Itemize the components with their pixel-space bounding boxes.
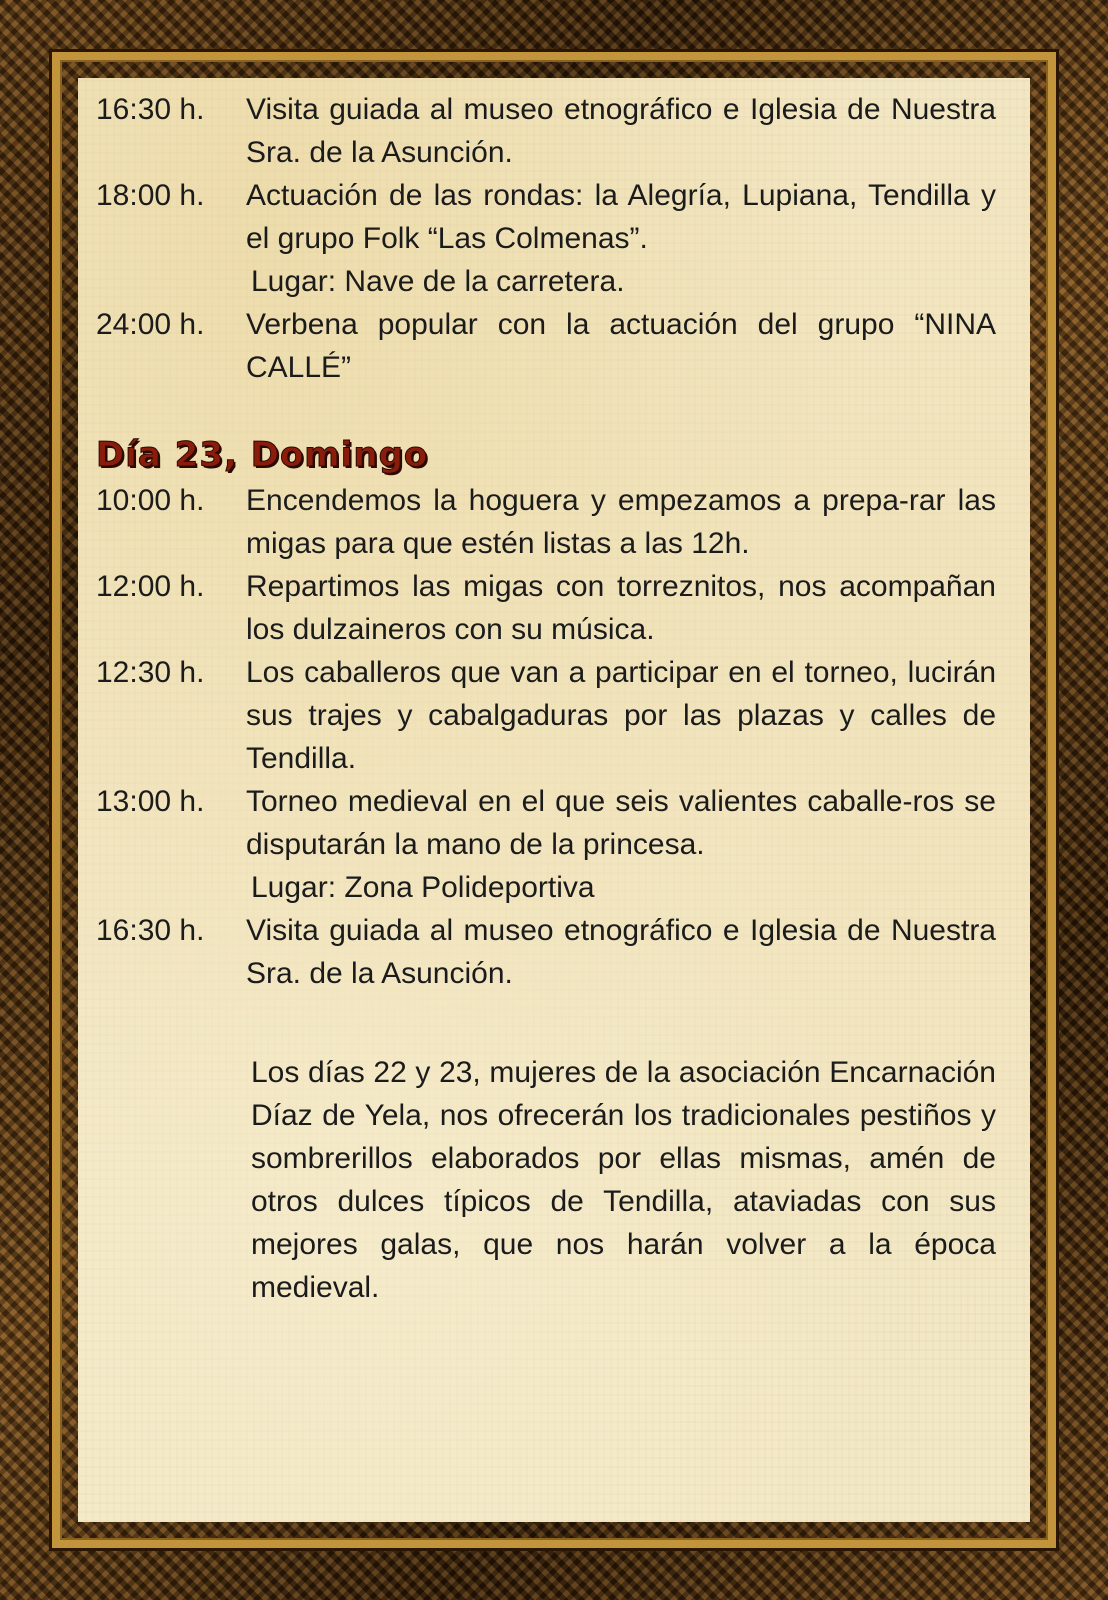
event-time: 18:00 h. [96,179,205,212]
event-description: Torneo medieval en el que seis valientes caballe-ros se disputarán la mano de la princesa. [246,785,996,861]
event-description: Encendemos la hoguera y empezamos a prepa-rar las migas para que estén listas a las 12h. [246,484,996,560]
event-time: 13:00 h. [96,785,205,818]
event-description: Actuación de las rondas: la Alegría, Lupiana, Tendilla y el grupo Folk “Las Colmenas”. [246,179,996,255]
event-description: Los caballeros que van a participar en el torneo, lucirán sus trajes y cabalgaduras por las plazas y calles de Tendilla. [246,656,996,775]
event-time: 16:30 h. [96,914,205,947]
event-row [96,909,996,995]
event-time: 24:00 h. [96,308,205,341]
event-time: 12:00 h. [96,570,205,603]
event-row [96,780,996,866]
event-description: Visita guiada al museo etnográfico e Iglesia de Nuestra Sra. de la Asunción. [246,93,996,169]
event-description: Verbena popular con la actuación del grupo “NINA CALLÉ” [246,308,996,384]
event-time: 12:30 h. [96,656,205,689]
event-time: 10:00 h. [96,484,205,517]
event-row [96,479,996,565]
event-row [96,303,996,389]
program-content [96,88,996,1309]
closing-note: Los días 22 y 23, mujeres de la asociación Encarnación Díaz de Yela, nos ofrecerán los tradicionales pestiños y sombrerillos elaborados por ellas mismas, amén de otros dulces típicos de Tendilla, ataviadas con sus mejores galas, que nos harán volver a la época medieval. [251,1056,996,1304]
event-time: 16:30 h. [96,93,205,126]
event-location: Lugar: Zona Polideportiva [251,871,595,904]
event-row [96,174,996,260]
event-location: Lugar: Nave de la carretera. [251,265,625,298]
event-description: Repartimos las migas con torreznitos, nos acompañan los dulzaineros con su música. [246,570,996,646]
event-row [96,88,996,174]
parchment-page [78,78,1030,1522]
day-heading: Día 23, Domingo [96,435,429,475]
event-row [96,565,996,651]
event-description: Visita guiada al museo etnográfico e Iglesia de Nuestra Sra. de la Asunción. [246,914,996,990]
event-row [96,651,996,780]
